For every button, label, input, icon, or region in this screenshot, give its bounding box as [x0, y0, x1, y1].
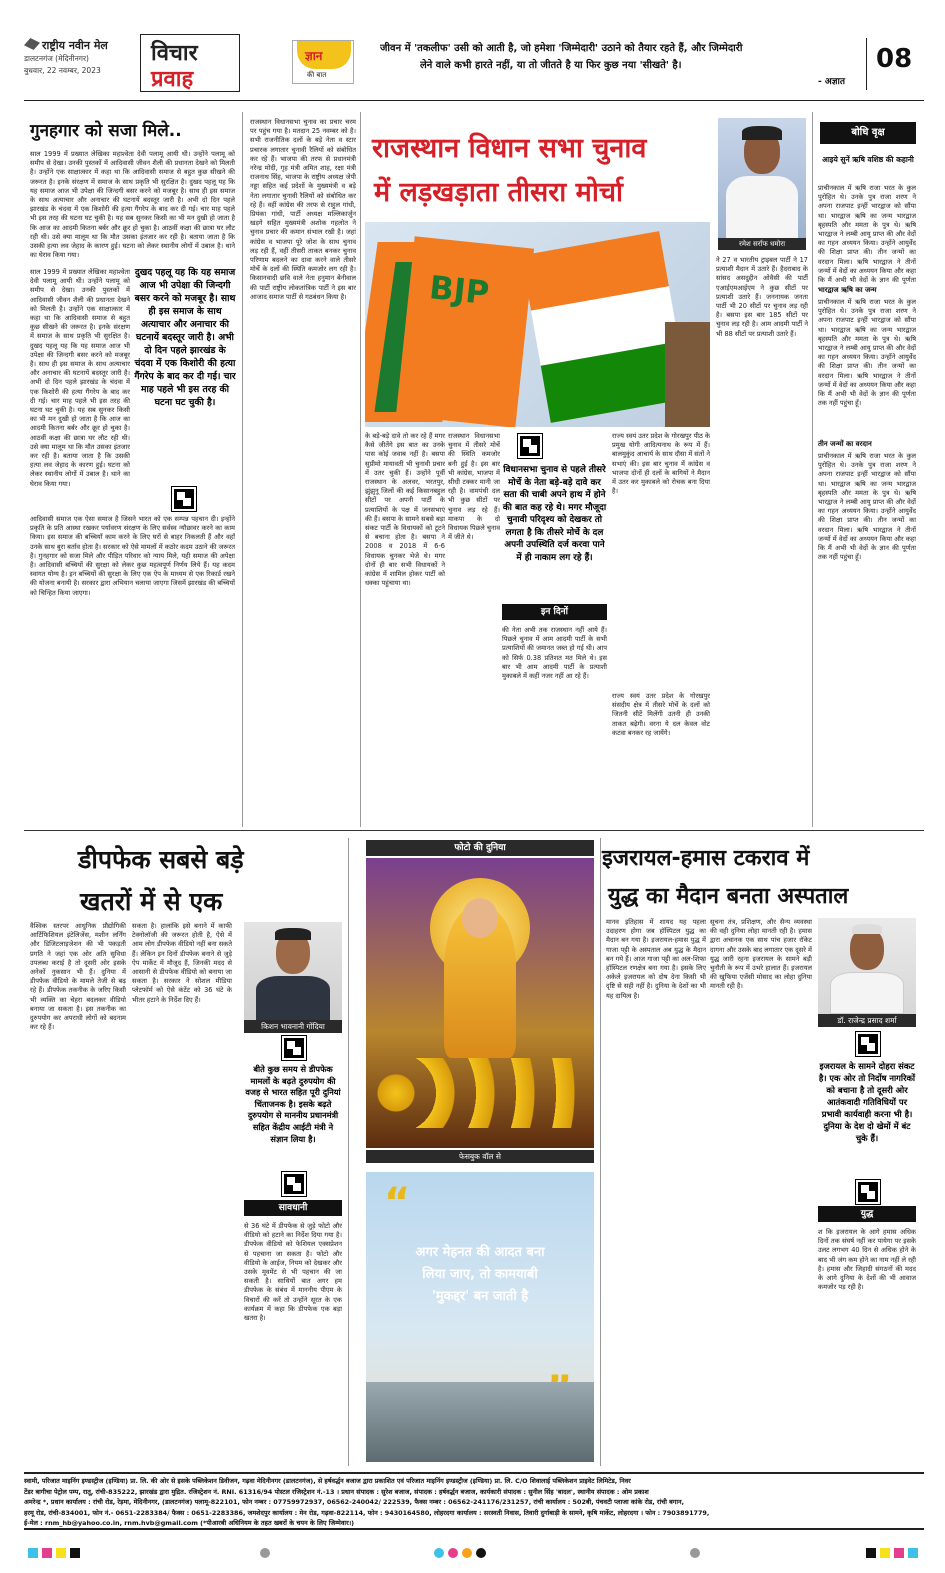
quote-line-1: जीवन में 'तकलीफ' उसी को आती है, जो हमेशा 'जिम्मेदारी' उठाने को तैयार रहते हैं, और जिम्मेदारी	[380, 43, 743, 54]
section-subtitle: प्रवाह	[151, 67, 194, 92]
lead-col-7: राज्य स्वयं उतर प्रदेश के गोरखपुर संसदीय क्षेत्र में तीसरे मोर्चे के दलों को जितनी सीटें मिलेंगी उतनी ही उनकी ताकत बढ़ेगी। वरना ये दल केवल वोट कटवा बनकर रह जायेंगे।	[612, 692, 710, 737]
gyan-badge	[292, 40, 354, 84]
quote-open-icon: “	[384, 1180, 411, 1226]
story2-col-3: से 36 घंटे में डीपफेक से जुड़े फोटो और वीडियो को हटाने का निर्देश दिया गया है। डीपफेक वीडियो को फेशियल एक्सप्रेशन से पहचाना जा सकता है। फोटो और वीडियो के आईज, नियम को देखकर और उसके मूवमेंट से भी पहचान की जा सकती है। साथियों बात अगर हम डीपफेक के संबंध में माननीय पीएम के विचारों की करें तो उन्होंने सूरत के एक कार्यक्रम में कहा कि डीपफेक एक बड़ा खतरा है।	[244, 1222, 342, 1323]
quote-card-line-2: लिया जाए, तो कामयाबी	[422, 1267, 538, 1282]
editorial-body-1: साल 1999 में प्रख्यात लेखिका महाश्वेता देवी पलामू आयी थी। उन्होंने पलामू को समीप से देखा। उनकी पुस्तकों में आदिवासी जीवन शैली की प्रधानता देखने को मिलती है। उन्होंने एक साक्षात्कार में कहा था कि आदिवासी समाज से बहुत कुछ सीखने की जरूरत है। इनके संरक्षण में समाज के साथ प्रकृति भी सुरक्षित है। दुखद पहलू यह कि यह समाज आज भी उपेक्षा की जिन्दगी बसर करने को मजबूर है। साथ ही इस समाज के साथ अत्याचार और अनाचार की घटनायें बदस्तूर जारी है। अभी दो दिन पहले झारखंड के चंदवा में एक किशोरी की हत्या गैंगरेप के बाद कर दी गई। चार माह पहले भी इस तरह की घटना घट चुकी है। यह सब सुनकर किसी का भी मन दुखी हो जाता है कि आज का आदमी कितना बर्बर और क्रूर हो चुका है। आठवीं कक्षा की छात्रा घर लौट रही थी। उसे क्या मालूम था कि मौत उसका इंतजार कर रही है। बताया जाता है कि उसकी हत्या लव जेहाद के कारण हुई। घटना को लेकर स्थानीय लोगों में उबाल है। थाने का घेराव किया गया।	[30, 150, 235, 260]
registration-bar	[24, 1546, 924, 1560]
masthead	[0, 0, 945, 100]
photo-world-label: फोटो की दुनिया	[366, 840, 594, 856]
imprint-line-2: टेंडर बागीचा पेट्रोल पम्प, रातू, रांची-835222, झारखंड द्वारा मुद्रित. रजिस्ट्रेशन नं. RNI. 61316/94 पोस्टल रजिस्ट्रेशन नं.-13 । प्रधान संपादक : सुरेश बजाज, संपादक : हर्षवर्द्धन बजाज, कार्यकारी संपादक : सुनील सिंह 'बादल', स्थानीय संपादक : ओम प्रकाश	[24, 1487, 649, 1496]
bodh-body-3: प्राचीनकाल में ऋषि राजा भरत के कुल पुरोहित थे। उनके पुत्र राजा शरण ने अपना राजपाट इन्हीं भारद्वाज को सौंपा था। भारद्वाज ऋषि का जन्म भारद्वाज बृहस्पति और ममता के पुत्र थे। ऋषि भारद्वाज ने लम्बी आयु प्राप्त की और वेदों का गहन अध्ययन किया। उन्होंने आयुर्वेद की शिक्षा प्राप्त की। तीन जन्मों का वरदान मिला। ऋषि भारद्वाज ने तीनों जन्मों में वेदों का अध्ययन किया और कहा कि मैं अभी भी वेदों के ज्ञान की पूर्णता तक नहीं पहुंचा हूँ।	[818, 452, 916, 562]
editorial-title: गुनहगार को सजा मिले..	[30, 121, 182, 141]
story2-pull-quote: बीते कुछ समय से डीपफेक मामलों के बढ़ते दुरुपयोग की वजह से भारत सहित पूरी दुनियां चिंताजनक है। इसके बढ़ते दुरुपयोग से माननीय प्रधानमंत्री सहित केंद्रीय आईटी मंत्री ने संज्ञान लिया है।	[245, 1064, 341, 1144]
imprint-line-4: हरमू रोड, रांची-834001, फोन नं.- 0651-2283384/ फैक्स : 0651-2283386, जमशेदपुर कार्यालय : मेन रोड, गढ़वा-822114, फोन : 9430164580, लोहरदगा कार्यालय : सरस्वती निवास, तिवारी दुर्गाबाड़ी के सामने, कृषि मार्केट, लोहरदगा । फोन : 7903891779,	[24, 1508, 710, 1517]
imprint-line-5: ई-मेल : rnm_hb@yahoo.co.in, rnm.hvb@gmail.com (*पीआरबी अधिनियम के तहत खबरों के चयन के लिए जिम्मेवार।)	[24, 1519, 355, 1527]
lead-col-1: राजस्थान विधानसभा चुनाव का प्रचार चरम पर पहुंच गया है। मतदान 25 नवम्बर को है। सभी राजनीतिक दलों के बड़े नेता व स्टार प्रचारक लगातार चुनावी रैलियों को संबोधित कर रहे हैं। भाजपा की तरफ से प्रधानमंत्री नरेन्द्र मोदी, गृह मंत्री अमित शाह, रक्षा मंत्री राजनाथ सिंह, भाजपा के राष्ट्रीय अध्यक्ष जेपी नड्डा सहित कई प्रदेशों के मुख्यमंत्री व बड़े नेता लगातार चुनावी रैलियों को संबोधित कर रहे हैं। वहीं कांग्रेस की तरफ से राहुल गांधी, प्रियंका गांधी, पार्टी अध्यक्ष मल्लिकार्जुन खड़गे सहित मुख्यमंत्री अशोक गहलोत ने चुनाव प्रचार की कमान संभाल रखी है। जहां कांग्रेस व भाजपा पूरे जोश के साथ चुनाव लड़ रही हैं, वहीं तीसरी ताकत बनकर चुनाव परिणाम बदलने का दावा करने वाले तीसरे मोर्चे के दलों की स्थिति कमजोर लग रही है। किसानवादी छवि वाले नेता हनुमान बेनीवाल की पार्टी राष्ट्रीय लोकतांत्रिक पार्टी ने इस बार आजाद समाज पार्टी से गठबंधन किया है।	[250, 118, 356, 301]
swatch-cyan	[28, 1548, 38, 1558]
gyan-sub: की बात	[307, 71, 327, 79]
rally-photo	[365, 222, 710, 427]
story2-col-2: सकता है। हालांकि इसे बनाने में काफी टेक्नोलॉजी की जरूरत होती है, ऐसे में आम लोग डीपफेक वीडियो नहीं बना सकते हैं। लेकिन इन दिनों डीपफेक बनाने से जुड़े ऐप मार्केट में मौजूद हैं, जिनकी मदद से आसानी से डीपफेक वीडियो को बनाया जा सकता है। सरकार ने सोशल मीडिया प्लेटफॉर्म को ऐसे कंटेंट को 36 घंटे के भीतर हटाने के निर्देश दिए हैं।	[132, 922, 232, 1004]
registration-dot-icon	[260, 1548, 270, 1558]
lead-col-2: के बड़े-बड़े दावे तो कर रहे हैं मगर कैसे जीतेंगे इस बात का उनके पास कोई जवाब नहीं है। बसपा सुप्रीमो मायावती भी चुनावी प्रचार में उतर चुकी हैं। उन्होंने पूर्वी राजस्थान के अलवर, भरतपुर, झुंझुनू जिलों की कई किसानबहुल सीटों पर अपनी पार्टी के प्रत्याशियों के पक्ष में जनसभाएं की हैं। बसपा के सामने सबसे बड़ा संकट पार्टी के विधायकों को टूटने से बचाना होता है। बसपा ने 2008 व 2018 में 6-6 विधायक चुनकर भेजे थे। मगर दोनों ही बार सभी विधायकों ने कांग्रेस में शामिल होकर पार्टी को धक्का पहुंचाया था।	[365, 432, 445, 588]
bodh-subhead-tin: तीन जन्मों का वरदान	[818, 440, 872, 448]
imprint-line-1: स्वामी, परिजात माइनिंग इण्डस्ट्रीज (इण्डिया) प्रा. लि. की ओर से इसके पब्लिकेशन डिवीजन, गढ़वा मेदिनीनगर (डालटनगंज), से हर्षवर्द्धन बजाज द्वारा प्रकाशित एवं परिजात माइनिंग इण्डस्ट्रीज (इण्डिया) प्रा. लि. C/O शिवालाई पब्लिकेशन प्राइवेट लिमिटेड, निवर	[24, 1477, 631, 1485]
quote-card	[366, 1172, 594, 1462]
gold-pots-icon	[376, 1058, 584, 1128]
lead-col-3: राजस्थान विधानसभा चुनाव में तीसरे मोर्चे की स्थिति कमजोर बनी हुई है। इस बार भी कांग्रेस, भाजपा में सीधी टक्कर मानी जा रही है। वामपंथी दल भी कुछ सीटों पर चुनाव लड़ रहे हैं। माकपा के दो विधायक पिछले चुनाव में जीते थे।	[448, 432, 500, 542]
imprint-line-3: अमरेन्द्र *, प्रधान कार्यालय : रांची रोड, रेड़मा, मेदिनीनगर, (डालटनगंज) पलामू-822101, फोन नम्बर : 07759972937, 06562-240042/ 222539, फैक्स नम्बर : 06562-241176/231257, रांची कार्यालय : 502बी, पंचवटी प्लाजा कांके रोड, रांची बगान,	[24, 1498, 684, 1506]
qr-code-icon	[282, 1172, 306, 1196]
story3-col-1: मानव इतिहास में शायद यह पहला उदाहरण होगा जब हॉस्पिटल युद्ध का मैदान बन गया है। इजरायल-हमास युद्ध में गाजा पट्टी के अस्पताल अब युद्ध के मैदान बन गये हैं। आज गाजा पट्टी का अल-शिफा हॉस्पिटल रणक्षेत्र बना गया है। इसके लिए अकेले इजरायल को दोष देना किसी भी दृष्टि से सही नहीं है। दुनिया के देशों का भी यह दायित्व है।	[606, 918, 706, 1000]
bjp-flag-icon: BJP	[396, 236, 534, 427]
swatch-black-r	[866, 1548, 876, 1558]
editorial-body-2: आदिवासी समाज एक ऐसा समाज है जिसने भारत को एक सम्पन्न पहचान दी। इन्होंने प्रकृति के प्रति आस्था रखकर पर्यावरण संरक्षण के लिए सर्वस्व न्यौछावर करने का काम किया। इस समाज की बच्चियाँ काम करने के लिए घरों से बाहर निकलती हैं और वहाँ उनके साथ बुरा बर्ताव होता है। सरकार को ऐसे मामलों में कठोर कदम उठाने की जरूरत है। गुनहगार को सजा मिले और पीड़ित परिवार को न्याय मिले, यही समाज की अपेक्षा है। आदिवासी बच्चियों की सुरक्षा को लेकर कुछ महत्वपूर्ण निर्णय लिये हैं। यह कदम स्वागत योग्य है। इन बच्चियों की सुरक्षा के लिए एक ऐप के माध्यम से एक रिकार्ड रखने की योजना बनायी है। सरकार द्वारा अभियान चलाया जाएगा जिसमें झारखंड की बच्चियों को चिन्हित किया जाएगा।	[30, 515, 235, 597]
quote-card-line-1: अगर मेहनत की आदत बना	[415, 1245, 545, 1260]
lead-col-6: की नेता अभी तक राजस्थान नहीं आये हैं। पिछले चुनाव में आम आदमी पार्टी के सभी प्रत्याशियों की जमानत जब्त हो गई थी। आप को सिर्फ 0.38 प्रतिशत मत मिले थे। इस बार भी आम आदमी पार्टी के प्रत्याशी मुकाबले में कहीं नजर नहीं आ रहे हैं।	[502, 626, 607, 681]
registration-dot-black	[476, 1548, 486, 1558]
registration-dot-icon	[690, 1548, 700, 1558]
lead-headline-1: राजस्थान विधान सभा चुनाव	[372, 133, 647, 164]
quote-line-2: लेने वाले कभी हारते नहीं, या तो जीतते है या फिर कुछ नया 'सीखते' है।	[420, 60, 682, 71]
story2-author-caption: किशन भावनानी गोंदिया	[244, 1020, 342, 1033]
story2-col-1: वैश्विक स्तरपर आधुनिक प्रौद्योगिकी आर्टिफिशियल इंटेलिजेंस, मशीन लर्निंग और डिजिटलाइजेशन की भी पकड़ती प्रगति ने जहां एक ओर अति सुविधा उपलब्ध कराई है तो दूसरी ओर इसके अनेकों नुकसान भी हैं। दुनिया में डीपफेक वीडियो के मामले तेजी से बढ़ रहे हैं। डीपफेक तकनीक के जरिए किसी भी व्यक्ति का चेहरा बदलकर वीडियो बनाया जा सकता है। इस तकनीक का दुरुपयोग कर अपराधी लोगों को बदनाम कर रहे हैं।	[30, 922, 126, 1032]
story3-col-3: श कि इजरायल के आगे हमास अधिक दिनों तक संघर्ष नहीं कर पायेगा पर इसके उलट लगभग 40 दिन से अधिक होने के बाद भी जंग कम होने का नाम नहीं ले रही है। हमास और जिहादी संगठनों की मदद के आगे दुनिया के देशों की भी आवाज कमजोर पड़ रही है।	[818, 1228, 916, 1292]
page-number: 08	[876, 44, 913, 74]
story2-author-photo	[244, 922, 342, 1020]
lead-col-4: ने 27 व भारतीय ट्राइबल पार्टी ने 17 प्रत्याशी मैदान में उतारे हैं। हैदराबाद के सांसद असदुद्दीन ओवैसी की पार्टी एआईएमआईएम ने कुछ सीटों पर प्रत्याशी उतारे हैं। जननायक जनता पार्टी भी 20 सीटों पर चुनाव लड़ रही है। बसपा इस बार 185 सीटों पर चुनाव लड़ रही है। आम आदमी पार्टी ने भी 88 सीटों पर प्रत्याशी उतारे हैं।	[716, 256, 808, 338]
bodh-subhead-bhardwaj: भारद्वाज ऋषि का जन्म	[818, 286, 877, 294]
bodh-subhead: आइये सुनें ऋषि वशिष्ठ की कहानी	[822, 155, 914, 164]
lead-col-5: राज्य स्वयं उतर प्रदेश के गोरखपुर पीठ के प्रमुख योगी आदित्यनाथ के रूप में हैं। बालमुकुंद आचार्य के साथ दौसा में संतों ने सभाएं की। इस बार चुनाव में कांग्रेस व भाजपा दोनों ही दलों के बागियों ने मैदान में उतर कर मुकाबले को रोचक बना दिया है।	[612, 432, 710, 496]
swatch-yellow-r	[880, 1548, 890, 1558]
story2-headline-1: डीपफेक सबसे बड़े	[78, 845, 244, 874]
qr-code-icon	[172, 487, 196, 511]
date: बुधवार, 22 नवम्बर, 2023	[24, 66, 101, 75]
edition: डालटनगंज (मेदिनीनगर)	[24, 54, 89, 63]
qr-code-icon	[518, 434, 542, 458]
congress-flag-icon	[521, 231, 688, 423]
registration-dot-yellow	[462, 1548, 472, 1558]
story3-headline-1: इजरायल-हमास टकराव में	[602, 846, 810, 871]
author-caption: रमेश सर्राफ धमोरा	[718, 238, 806, 250]
lead-headline-2: में लड़खड़ाता तीसरा मोर्चा	[374, 177, 623, 208]
imprint-box	[24, 1472, 924, 1530]
bodh-body: प्राचीनकाल में ऋषि राजा भरत के कुल पुरोहित थे। उनके पुत्र राजा शरण ने अपना राजपाट इन्हीं भारद्वाज को सौंपा था। भारद्वाज ऋषि का जन्म भारद्वाज बृहस्पति और ममता के पुत्र थे। ऋषि भारद्वाज ने लम्बी आयु प्राप्त की और वेदों का गहन अध्ययन किया। उन्होंने आयुर्वेद की शिक्षा प्राप्त की। तीन जन्मों का वरदान मिला। ऋषि भारद्वाज ने तीनों जन्मों में वेदों का अध्ययन किया और कहा कि मैं अभी भी वेदों के ज्ञान की पूर्णता	[818, 184, 916, 284]
savdhani-label: सावधानी	[244, 1200, 342, 1216]
section-title-box	[140, 34, 240, 92]
bodh-body-2: प्राचीनकाल में ऋषि राजा भरत के कुल पुरोहित थे। उनके पुत्र राजा शरण ने अपना राजपाट इन्हीं भारद्वाज को सौंपा था। भारद्वाज ऋषि का जन्म भारद्वाज बृहस्पति और ममता के पुत्र थे। ऋषि भारद्वाज ने लम्बी आयु प्राप्त की और वेदों का गहन अध्ययन किया। उन्होंने आयुर्वेद की शिक्षा प्राप्त की। तीन जन्मों का वरदान मिला। ऋषि भारद्वाज ने तीनों जन्मों में वेदों का अध्ययन किया और कहा कि मैं अभी भी वेदों के ज्ञान की पूर्णता तक नहीं पहुंचा हूँ।	[818, 298, 916, 408]
story3-author-photo	[818, 918, 916, 1014]
story2-headline-2: खतरों में से एक	[80, 887, 223, 916]
swatch-yellow	[56, 1548, 66, 1558]
paper-logo-icon	[24, 38, 40, 50]
qr-code-icon	[282, 1036, 306, 1060]
registration-dot-cyan	[434, 1548, 444, 1558]
swatch-cyan-r	[908, 1548, 918, 1558]
gyan-label: ज्ञान	[305, 49, 323, 63]
editorial-body-1b: साल 1999 में प्रख्यात लेखिका महाश्वेता देवी पलामू आयी थी। उन्होंने पलामू को समीप से देखा। उनकी पुस्तकों में आदिवासी जीवन शैली की प्रधानता देखने को मिलती है। उन्होंने एक साक्षात्कार में कहा था कि आदिवासी समाज से बहुत कुछ सीखने की जरूरत है। इनके संरक्षण में समाज के साथ प्रकृति भी सुरक्षित है। दुखद पहलू यह कि यह समाज आज भी उपेक्षा की जिन्दगी बसर करने को मजबूर है। साथ ही इस समाज के साथ अत्याचार और अनाचार की घटनायें बदस्तूर जारी है। अभी दो दिन पहले झारखंड के चंदवा में एक किशोरी की हत्या गैंगरेप के बाद कर दी गई। चार माह पहले भी इस तरह की घटना घट चुकी है। यह सब सुनकर किसी का भी मन दुखी हो जाता है कि आज का आदमी कितना बर्बर और क्रूर हो चुका है। आठवीं कक्षा की छात्रा घर लौट रही थी। उसे क्या मालूम था कि मौत उसका इंतजार कर रही है। बताया जाता है कि उसकी हत्या लव जेहाद के कारण हुई। घटना को लेकर स्थानीय लोगों में उबाल है। थाने का घेराव किया गया।	[30, 268, 130, 488]
story3-headline-2: युद्ध का मैदान बनता अस्पताल	[608, 884, 849, 909]
story3-pull-quote: इजरायल के सामने दोहरा संकट है। एक ओर तो निर्दोष नागरिकों को बचाना है तो दूसरी ओर आतंकवादी गतिविधियों पर प्रभावी कार्यवाही करना भी है। दुनिया के देश दो खेमों में बंट चुके हैं।	[818, 1061, 916, 1143]
story3-col-2: सूचना तंत्र, प्रशिक्षण, और सैन्य व्यवस्था की वही दुनिया लोहा मानती रही है। हमास द्वारा अचानक एक साथ पांच हजार रॉकेट दागना और उसके बाद लगातार एक दूसरे में युद्ध जारी रहना इजरायल के सामने बड़ी चुनौती के रूप में उभरे हालात हैं। इजरायल की खुफिया एजेंसी मोसाद का लोहा दुनिया मानती रही है।	[710, 918, 812, 991]
deity-photo	[366, 858, 594, 1148]
photo-caption: फेसबुक वॉल से	[366, 1150, 594, 1163]
story3-author-caption: डॉ. राजेन्द्र प्रसाद शर्मा	[818, 1014, 916, 1027]
in-dino-label: इन दिनों	[502, 604, 607, 620]
swatch-magenta-r	[894, 1548, 904, 1558]
section-title: विचार	[151, 41, 198, 66]
qr-code-icon	[856, 1180, 880, 1204]
quote-author: - अज्ञात	[818, 77, 845, 87]
registration-dot-magenta	[448, 1548, 458, 1558]
yuddh-label: युद्ध	[818, 1206, 916, 1222]
bodh-vriksh-label: बोधि वृक्ष	[820, 122, 916, 144]
swatch-magenta	[42, 1548, 52, 1558]
lead-pull-quote: विधानसभा चुनाव से पहले तीसरे मोर्चे के नेता बड़े-बड़े दावे कर सता की चाबी अपने हाथ में होने की बात कह रहे थे। मगर मौजूदा चुनावी परिदृश्य को देखकर तो लगता है कि तीसरे मोर्चे के दल अपनी उपस्थिति दर्ज करवा पाने में ही नाकाम लग रहे हैं।	[502, 465, 607, 563]
qr-code-icon	[856, 1032, 880, 1056]
editorial-pull-quote: दुखद पहलू यह कि यह समाज आज भी उपेक्षा की जिन्दगी बसर करने को मजबूर है। साथ ही इस समाज के साथ अत्याचार और अनाचार की घटनायें बदस्तूर जारी है। अभी दो दिन पहले झारखंड के चंदवा में एक किशोरी की हत्या गैंगरेप के बाद कर दी गई। चार माह पहले भी इस तरह की घटना घट चुकी है।	[134, 267, 236, 408]
quote-card-line-3: 'मुकद्दर' बन जाती है	[431, 1289, 529, 1304]
paper-name: राष्ट्रीय नवीन मेल	[42, 39, 108, 52]
author-photo	[718, 118, 806, 238]
swatch-black	[70, 1548, 80, 1558]
